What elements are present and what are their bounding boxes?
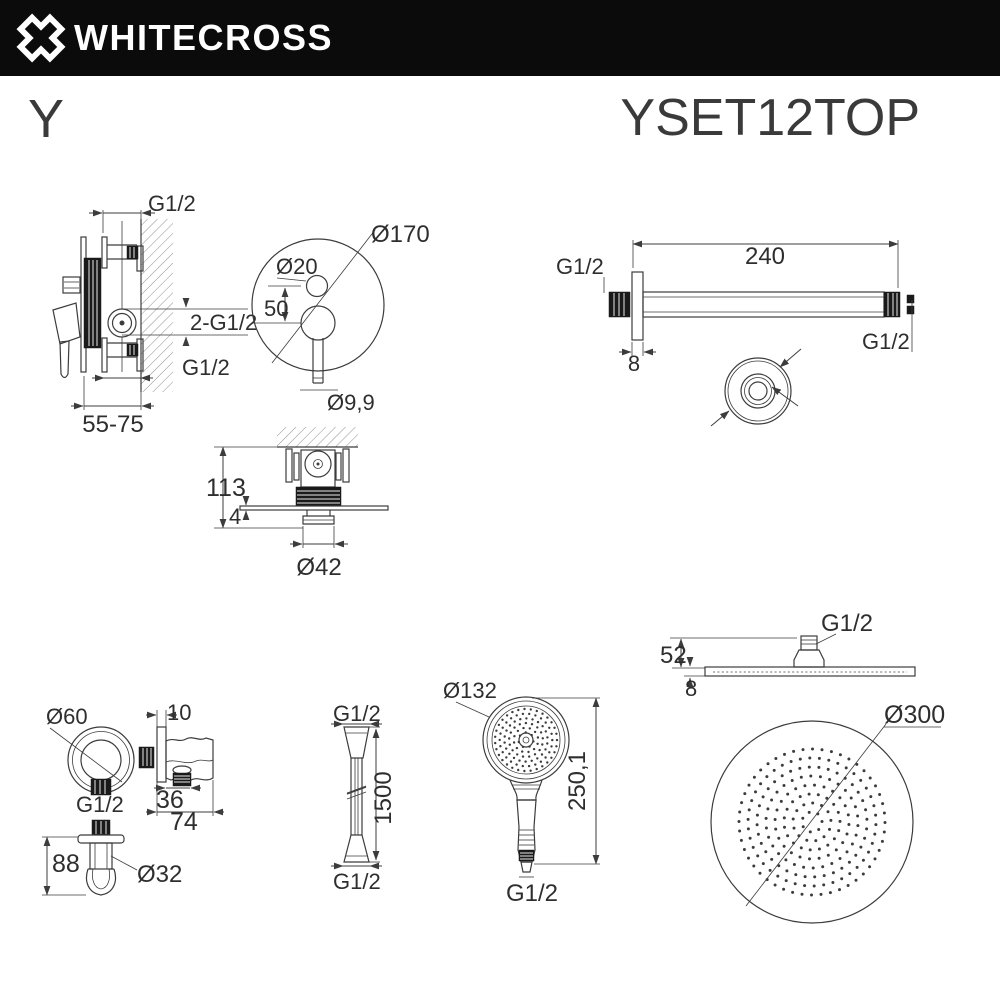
dim-ceiling-valve-plate: 4 <box>229 504 242 529</box>
dim-overhead-diameter: Ø300 <box>884 701 946 729</box>
dim-hose-length: 1500 <box>370 771 397 825</box>
dim-faceplate-offset: 50 <box>264 296 289 321</box>
dim-outlet-offset: 36 <box>156 786 184 814</box>
dim-arm-wall-thread: G1/2 <box>556 254 604 279</box>
mixer-side-drawing <box>53 191 257 438</box>
overhead-shower-drawing <box>660 610 945 923</box>
overhead-nozzle-dots <box>738 748 887 897</box>
dim-outlet-width: 74 <box>170 808 198 836</box>
dim-overhead-connector-height: 52 <box>660 642 687 669</box>
dim-ceiling-valve-diameter: Ø42 <box>296 554 342 581</box>
handshower-drawing <box>443 678 600 907</box>
dim-hose-top-thread: G1/2 <box>333 701 381 726</box>
dim-overhead-thread: G1/2 <box>821 610 874 637</box>
dim-mixer-depth: 55-75 <box>82 411 144 438</box>
dim-faceplate-stem: Ø9,9 <box>327 390 375 415</box>
dim-outlet-tube-diameter: Ø32 <box>137 861 183 888</box>
dim-ceiling-valve-height: 113 <box>206 474 246 502</box>
dim-outlet-thread: G1/2 <box>76 792 124 817</box>
faceplate-drawing <box>252 221 430 415</box>
dim-hose-bottom-thread: G1/2 <box>333 869 381 894</box>
product-series: Y <box>28 89 65 149</box>
dim-handshower-thread: G1/2 <box>506 880 559 907</box>
wall-outlet-drawing <box>42 700 224 895</box>
hose-drawing <box>331 701 397 894</box>
dim-arm-outlet-thread: G1/2 <box>862 329 910 354</box>
dim-faceplate-diameter: Ø170 <box>371 221 430 248</box>
dim-mixer-center-threads: 2-G1/2 <box>190 310 258 335</box>
dim-faceplate-pin: Ø20 <box>276 254 318 279</box>
dim-mixer-bottom-thread: G1/2 <box>182 355 230 380</box>
dim-arm-length: 240 <box>744 243 786 270</box>
handshower-nozzle-dots <box>494 708 558 772</box>
dim-outlet-depth: 10 <box>167 700 192 725</box>
dim-handshower-head: Ø132 <box>443 678 497 703</box>
dim-overhead-plate-thickness: 8 <box>685 676 698 701</box>
brand-name: WHITECROSS <box>74 17 334 58</box>
dim-outlet-flange-diameter: Ø60 <box>46 704 88 729</box>
dim-mixer-top-thread: G1/2 <box>148 191 196 216</box>
dim-outlet-height: 88 <box>52 850 80 878</box>
shower-arm-drawing <box>556 240 914 426</box>
dim-handshower-length: 250,1 <box>564 750 591 812</box>
product-model: YSET12TOP <box>620 89 920 147</box>
ceiling-valve-drawing <box>206 427 388 581</box>
dim-arm-flange-thickness: 8 <box>627 351 641 376</box>
